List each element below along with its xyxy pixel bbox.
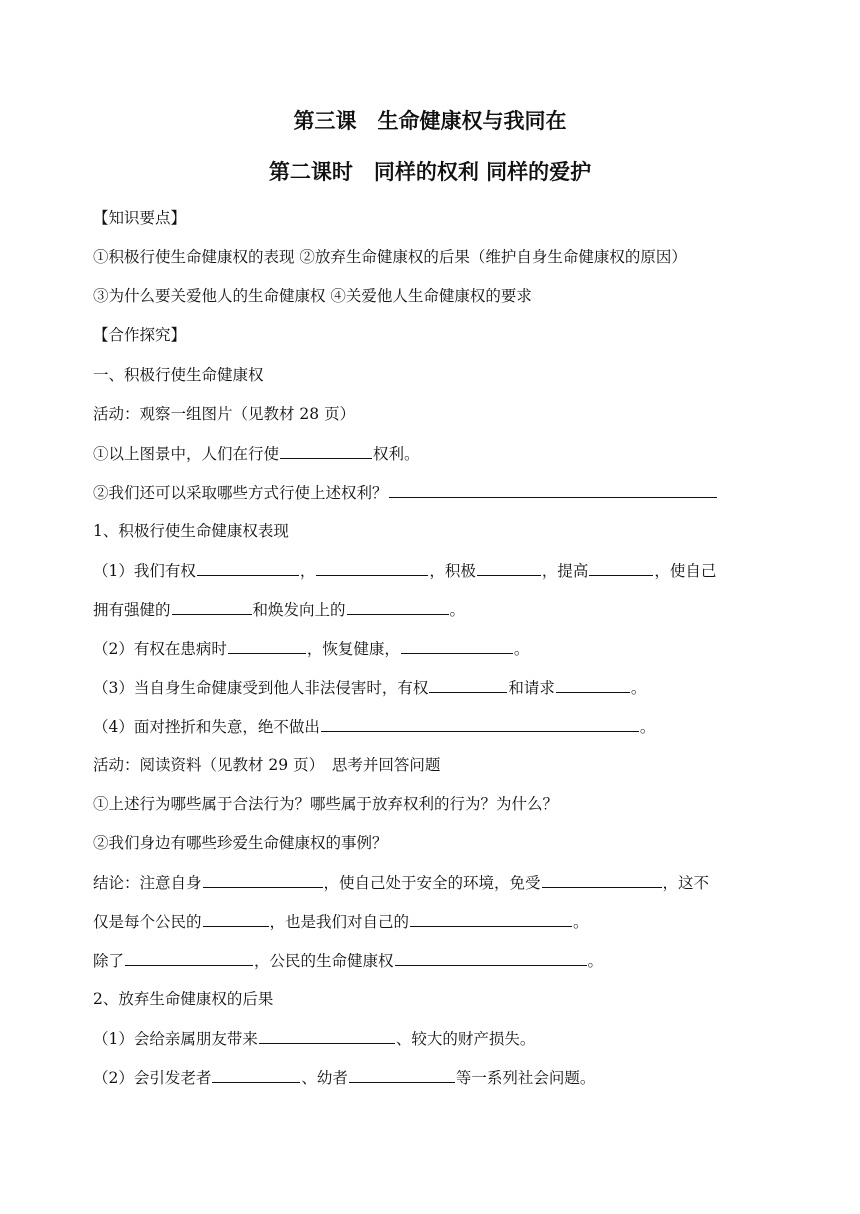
- item-text: ，: [299, 562, 316, 580]
- answer-blank[interactable]: [203, 910, 269, 927]
- item-text: （4）面对挫折和失意，绝不做出: [93, 718, 320, 736]
- item-text: 和请求: [508, 679, 555, 697]
- conclusion-line-1: [93, 871, 709, 894]
- answer-blank[interactable]: [589, 559, 653, 576]
- item-text: （1）会给亲属朋友带来: [93, 1030, 258, 1048]
- question-4: ②我们身边有哪些珍爱生命健康权的事例？: [93, 834, 388, 852]
- answer-blank[interactable]: [429, 676, 507, 693]
- question-1: [93, 442, 420, 465]
- question-3: ①上述行为哪些属于合法行为？哪些属于放弃权利的行为？为什么？: [93, 795, 559, 813]
- point-2-heading: 2、放弃生命健康权的后果: [93, 990, 274, 1008]
- conclusion-line-3: [93, 949, 603, 972]
- item-text: 拥有强健的: [93, 601, 171, 619]
- answer-blank[interactable]: [197, 559, 299, 576]
- item-text: 结论：注意自身: [93, 874, 202, 892]
- lesson-subtitle: 第二课时 同样的权利 同样的爱护: [268, 160, 592, 184]
- point-1-item-1: [93, 559, 716, 582]
- answer-blank[interactable]: [349, 1066, 455, 1083]
- item-text: （2）有权在患病时: [93, 640, 227, 658]
- item-text: ，积极: [429, 562, 476, 580]
- answer-blank[interactable]: [203, 871, 323, 888]
- question-1-text-b: 权利。: [373, 445, 420, 463]
- question-2-text: ②我们还可以采取哪些方式行使上述权利？: [93, 484, 388, 502]
- point-1-heading: 1、积极行使生命健康权表现: [93, 522, 289, 540]
- item-text: 、较大的财产损失。: [395, 1030, 536, 1048]
- activity-1: 活动：观察一组图片（见教材 28 页）: [93, 405, 356, 423]
- item-text: ，使自己处于安全的环境，免受: [323, 874, 541, 892]
- item-text: 。: [630, 679, 647, 697]
- conclusion-line-2: [93, 910, 589, 933]
- point-1-item-2: [93, 637, 529, 660]
- question-1-text-a: ①以上图景中，人们在行使: [93, 445, 280, 463]
- answer-blank[interactable]: [542, 871, 662, 888]
- item-text: 。: [513, 640, 530, 658]
- point-2-item-2: [93, 1066, 595, 1089]
- question-2: [93, 481, 718, 504]
- point-1-item-3: [93, 676, 646, 699]
- answer-blank[interactable]: [410, 910, 572, 927]
- item-text: （3）当自身生命健康受到他人非法侵害时，有权: [93, 679, 429, 697]
- point-2-item-1: [93, 1027, 535, 1050]
- point-1-item-1-cont: [93, 598, 465, 621]
- item-text: ，这不: [662, 874, 710, 892]
- item-text: （1）我们有权: [93, 562, 196, 580]
- item-text: 除了: [93, 952, 125, 970]
- item-text: 和焕发向上的: [252, 601, 346, 619]
- item-text: 。: [449, 601, 466, 619]
- knowledge-heading: 【知识要点】: [93, 209, 187, 227]
- answer-blank[interactable]: [321, 715, 639, 732]
- answer-blank[interactable]: [172, 598, 252, 615]
- explore-heading: 【合作探究】: [93, 326, 187, 344]
- item-text: ，恢复健康，: [306, 640, 400, 658]
- answer-blank[interactable]: [125, 949, 253, 966]
- item-text: 。: [573, 913, 589, 931]
- item-text: （2）会引发老者: [93, 1069, 212, 1087]
- answer-blank[interactable]: [280, 442, 372, 459]
- answer-blank[interactable]: [316, 559, 428, 576]
- answer-blank[interactable]: [395, 949, 587, 966]
- answer-blank[interactable]: [228, 637, 306, 654]
- point-1-item-4: [93, 715, 655, 738]
- answer-blank[interactable]: [477, 559, 541, 576]
- item-text: 。: [639, 718, 656, 736]
- item-text: 仅是每个公民的: [93, 913, 202, 931]
- answer-blank[interactable]: [556, 676, 630, 693]
- activity-2: 活动：阅读资料（见教材 29 页） 思考并回答问题: [93, 756, 441, 774]
- item-text: 。: [587, 952, 604, 970]
- item-text: 、幼者: [301, 1069, 348, 1087]
- answer-blank[interactable]: [401, 637, 513, 654]
- answer-blank[interactable]: [389, 481, 717, 498]
- lesson-title: 第三课 生命健康权与我同在: [293, 109, 567, 133]
- answer-blank[interactable]: [347, 598, 449, 615]
- answer-blank[interactable]: [259, 1027, 395, 1044]
- item-text: ，提高: [541, 562, 589, 580]
- item-text: ，使自己: [654, 562, 717, 580]
- answer-blank[interactable]: [212, 1066, 300, 1083]
- knowledge-line-2: ③为什么要关爱他人的生命健康权 ④关爱他人生命健康权的要求: [93, 287, 532, 305]
- item-text: 等一系列社会问题。: [455, 1069, 596, 1087]
- item-text: ，也是我们对自己的: [269, 913, 410, 931]
- section-1-heading: 一、积极行使生命健康权: [93, 366, 264, 384]
- knowledge-line-1: ①积极行使生命健康权的表现 ②放弃生命健康权的后果（维护自身生命健康权的原因）: [93, 248, 687, 266]
- item-text: ，公民的生命健康权: [254, 952, 394, 970]
